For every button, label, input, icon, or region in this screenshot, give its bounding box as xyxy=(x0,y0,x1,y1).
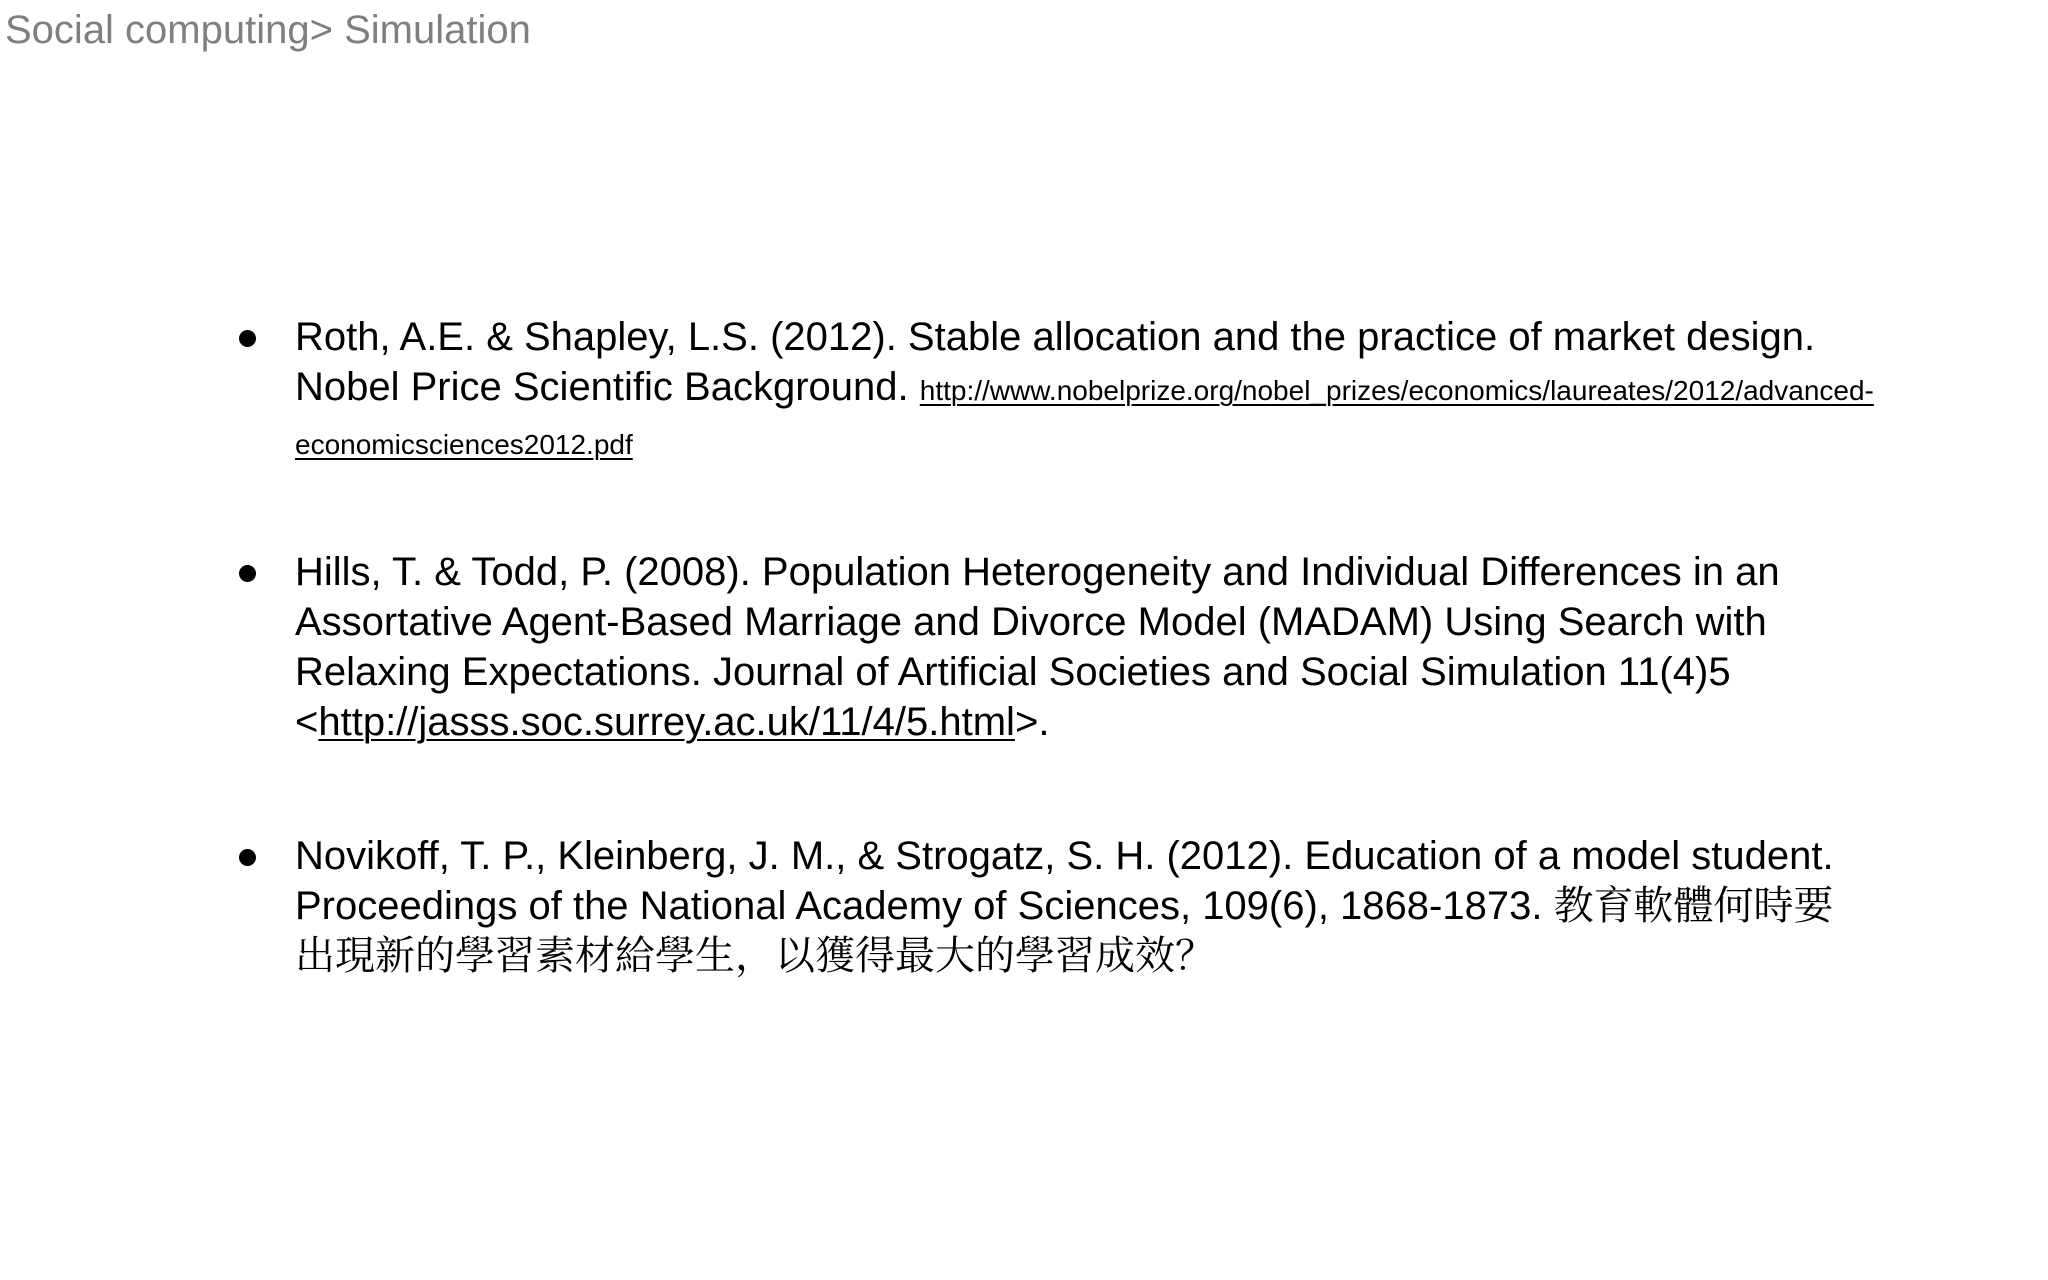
reference-link[interactable]: economicsciences2012.pdf xyxy=(295,429,633,460)
reference-text: Assortative Agent-Based Marriage and Divorce Model (MADAM) Using Search with xyxy=(295,600,1767,644)
reference-text xyxy=(295,362,1895,416)
link-bracket: < xyxy=(295,700,319,744)
reference-item-roth xyxy=(295,312,1895,470)
reference-text: Roth, A.E. & Shapley, L.S. (2012). Stable allocation and the practice of market design. xyxy=(295,315,1816,359)
reference-link[interactable]: http://www.nobelprize.org/nobel_prizes/economics/laureates/2012/advanced- xyxy=(919,375,1874,406)
reference-text: Nobel Price Scientific Background. xyxy=(295,365,920,409)
reference-text: Hills, T. & Todd, P. (2008). Population Heterogeneity and Individual Differences in an xyxy=(295,550,1780,594)
bullet-icon xyxy=(239,565,256,582)
reference-link-line xyxy=(295,416,1895,470)
reference-item-novikoff xyxy=(295,831,1895,981)
reference-link[interactable]: http://jasss.soc.surrey.ac.uk/11/4/5.html xyxy=(318,700,1015,744)
reference-note: 出現新的學習素材給學生，以獲得最大的學習成效？ xyxy=(295,933,1215,979)
bullet-icon xyxy=(239,849,256,866)
reference-text xyxy=(295,881,1895,931)
link-bracket: >. xyxy=(1014,700,1050,744)
reference-text: Proceedings of the National Academy of Sciences, 109(6), 1868-1873. xyxy=(295,884,1554,928)
reference-note: 教育軟體何時要 xyxy=(1553,883,1834,929)
reference-item-hills xyxy=(295,547,1885,747)
reference-link-line xyxy=(295,697,1885,747)
reference-text: Novikoff, T. P., Kleinberg, J. M., & Strogatz, S. H. (2012). Education of a model student. xyxy=(295,834,1834,878)
breadcrumb: Social computing> Simulation xyxy=(5,8,531,52)
bullet-icon xyxy=(239,330,256,347)
reference-text: Relaxing Expectations. Journal of Artificial Societies and Social Simulation 11(4)5 xyxy=(295,650,1731,694)
